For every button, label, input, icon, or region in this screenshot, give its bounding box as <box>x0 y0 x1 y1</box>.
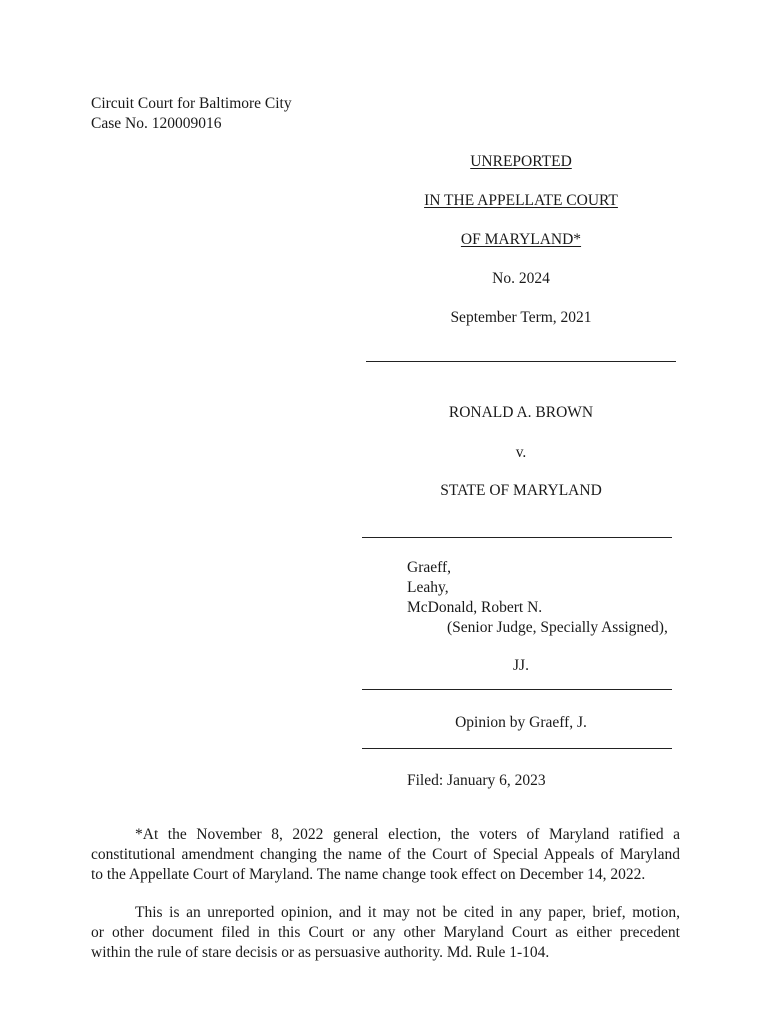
term: September Term, 2021 <box>450 309 592 326</box>
divider-rule <box>366 361 676 362</box>
notice-line: This is an unreported opinion, and it may not be cited in any paper, brief, motion, <box>135 904 680 921</box>
case-number: Case No. 120009016 <box>91 115 222 132</box>
unreported-label: UNREPORTED <box>470 153 572 170</box>
versus: v. <box>515 444 527 461</box>
divider-rule <box>362 537 672 538</box>
judge-name: McDonald, Robert N. <box>407 599 543 616</box>
footnote-line: to the Appellate Court of Maryland. The name change took effect on December 14, 2022. <box>91 866 646 883</box>
judge-note: (Senior Judge, Specially Assigned), <box>447 619 668 636</box>
court-title-line2: OF MARYLAND* <box>460 231 582 248</box>
divider-rule <box>362 689 672 690</box>
judge-panel <box>407 558 668 638</box>
footnote-paragraph <box>91 825 680 885</box>
docket-number: No. 2024 <box>492 270 550 287</box>
court-name: Circuit Court for Baltimore City <box>91 95 292 112</box>
notice-line: within the rule of stare decisis or as persuasive authority. Md. Rule 1-104. <box>91 944 550 961</box>
unreported-notice-paragraph <box>91 903 680 963</box>
footnote-line: constitutional amendment changing the name of the Court of Special Appeals of Maryland <box>91 846 680 863</box>
footnote-line: *At the November 8, 2022 general election, the voters of Maryland ratified a <box>135 826 680 843</box>
opinion-author: Opinion by Graeff, J. <box>455 714 587 731</box>
judge-name: Leahy, <box>407 579 449 596</box>
appellee-name: STATE OF MARYLAND <box>440 482 602 499</box>
court-info <box>91 94 292 134</box>
appellant-name: RONALD A. BROWN <box>448 404 594 421</box>
jj-label: JJ. <box>513 657 529 674</box>
court-title-line1: IN THE APPELLATE COURT <box>424 192 618 209</box>
divider-rule <box>362 748 672 749</box>
notice-line: or other document filed in this Court or any other Maryland Court as either precedent <box>91 924 680 941</box>
judge-name: Graeff, <box>407 559 452 576</box>
filed-date: Filed: January 6, 2023 <box>407 772 546 789</box>
